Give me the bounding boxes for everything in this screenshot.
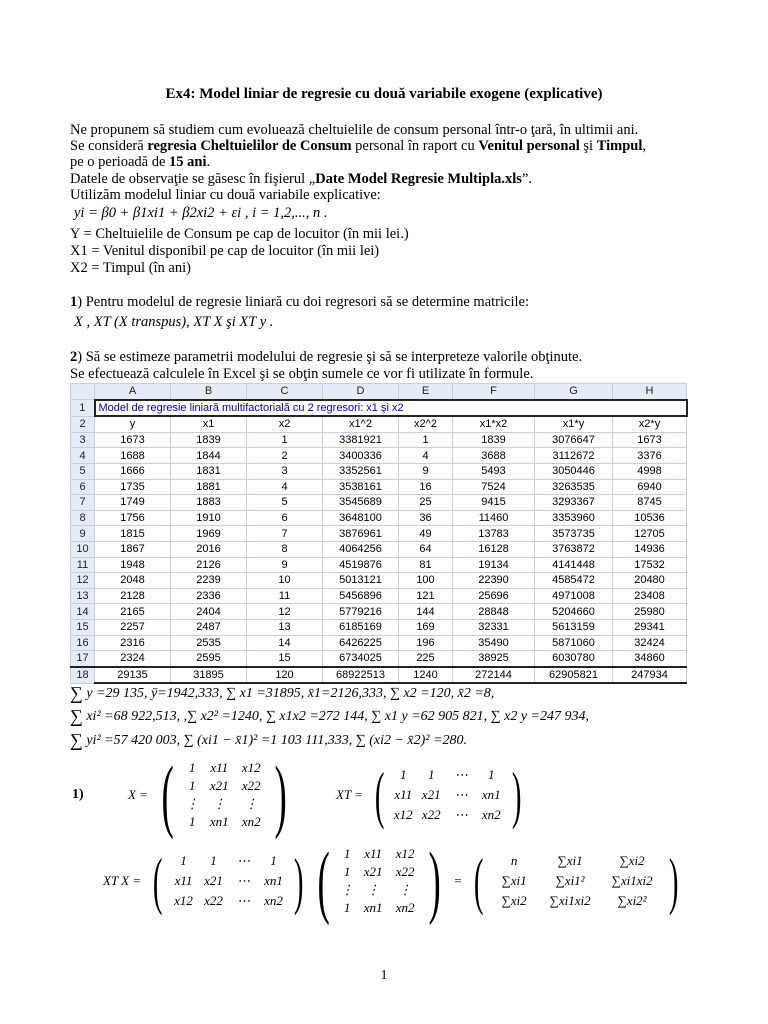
table-cell: 3763872 (535, 541, 613, 557)
table-cell: 19134 (453, 557, 535, 573)
matrix-entry: x21 (204, 872, 223, 888)
table-cell: 1688 (95, 448, 171, 464)
table-cell: 6426225 (323, 635, 399, 651)
table-cell: 9415 (453, 495, 535, 511)
sum-row (71, 667, 687, 684)
table-cell: 3688 (453, 448, 535, 464)
matrix-entry: 1 (343, 899, 351, 915)
table-cell: 4519876 (323, 557, 399, 573)
table-cell: 2128 (95, 588, 171, 604)
table-cell: 7524 (453, 479, 535, 495)
table-cell: 1969 (171, 526, 247, 542)
row-number: 11 (71, 557, 95, 573)
table-row (71, 495, 687, 511)
table-cell: 3573735 (535, 526, 613, 542)
column-letter: D (323, 384, 399, 400)
page-number: 1 (380, 968, 388, 983)
matrix-entry: x12 (395, 845, 415, 861)
matrix-entry: x12 (174, 892, 193, 908)
matrix-entry: xn1 (209, 813, 229, 829)
intro-line-2: Se consideră regresia Cheltuielilor de Consum personal în raport cu Venitul personal şi Timpul, (70, 138, 646, 154)
table-cell: 20480 (613, 573, 687, 589)
matrix-entry: xn2 (395, 899, 415, 915)
table-cell: 5613159 (535, 619, 613, 635)
table-cell: 5779216 (323, 604, 399, 620)
row-number: 10 (71, 541, 95, 557)
matrix-entry: ∑xi1² (555, 872, 585, 888)
matrix-entry: xn2 (481, 806, 501, 822)
column-header: x2^2 (399, 416, 453, 432)
matrix-entry: x21 (363, 863, 383, 879)
matrix-entry: 1 (189, 777, 196, 793)
table-cell: 3263535 (535, 479, 613, 495)
matrix-entry: ⋮ (340, 881, 354, 897)
table-cell: 13783 (453, 526, 535, 542)
matrix-entry: ⋯ (454, 766, 468, 782)
column-header: x2 (247, 416, 323, 432)
table-row (71, 510, 687, 526)
table-cell: 16 (399, 479, 453, 495)
matrix-xt: XT = ( 1 1 ⋯ 1 x11 x21 ⋯ xn1 x12 x22 ⋯ xn2 ) (336, 759, 522, 830)
table-cell: 9 (399, 463, 453, 479)
table-cell: 22390 (453, 573, 535, 589)
matrix-entry: x22 (395, 863, 415, 879)
table-cell: 3353960 (535, 510, 613, 526)
table-row (71, 588, 687, 604)
matrix-entry: xn1 (363, 899, 383, 915)
table-cell: 1815 (95, 526, 171, 542)
row-number: 2 (71, 416, 95, 432)
matrix-entry: x12 (393, 806, 413, 822)
table-cell: 38925 (453, 651, 535, 667)
table-cell: 11 (247, 588, 323, 604)
table-cell: 2535 (171, 635, 247, 651)
matrix-entry: ∑xi2 (501, 892, 527, 908)
matrix-section-label: 1) (72, 787, 84, 802)
row-number: 9 (71, 526, 95, 542)
table-cell: 5 (247, 495, 323, 511)
row-number: 12 (71, 573, 95, 589)
table-cell: 29341 (613, 619, 687, 635)
column-letter: E (399, 384, 453, 400)
table-cell: 11460 (453, 510, 535, 526)
column-header: x1^2 (323, 416, 399, 432)
sheet-title-cell: Model de regresie liniară multifactorială cu 2 regresori: x1 şi x2 (95, 400, 687, 417)
table-cell: 3545689 (323, 495, 399, 511)
matrix-entry: x21 (421, 786, 441, 802)
table-cell: 1881 (171, 479, 247, 495)
table-cell: 25980 (613, 604, 687, 620)
row-number: 7 (71, 495, 95, 511)
table-row (71, 635, 687, 651)
table-cell: 4 (399, 448, 453, 464)
matrix-entry: 1 (180, 852, 187, 868)
column-header: x1 (171, 416, 247, 432)
table-cell: 144 (399, 604, 453, 620)
def-y: Y = Cheltuielile de Consum pe cap de locuitor (în mii lei.) (70, 226, 409, 242)
table-cell: 4 (247, 479, 323, 495)
table-cell: 1948 (95, 557, 171, 573)
table-cell: 1910 (171, 510, 247, 526)
table-cell: 2487 (171, 619, 247, 635)
table-row (71, 557, 687, 573)
table-cell: 81 (399, 557, 453, 573)
question-1: 1) Pentru modelul de regresie liniară cu doi regresori să se determine matricile: (70, 294, 529, 310)
matrix-entry: 1 (400, 766, 407, 782)
table-cell: 3538161 (323, 479, 399, 495)
matrix-entry: x11 (210, 759, 229, 775)
table-cell: 4064256 (323, 541, 399, 557)
matrix-entry: ∑xi1xi2 (549, 892, 591, 908)
table-cell: 3076647 (535, 432, 613, 448)
table-cell: 1 (247, 432, 323, 448)
table-cell: 32331 (453, 619, 535, 635)
table-row (71, 463, 687, 479)
table-cell: 1839 (453, 432, 535, 448)
sum-cell: 272144 (453, 667, 535, 684)
column-letter: C (247, 384, 323, 400)
table-cell: 1883 (171, 495, 247, 511)
table-cell: 169 (399, 619, 453, 635)
table-row (71, 619, 687, 635)
matrix-x: X = ( 1 x11 x12 1 x21 x22 ⋮ ⋮ ⋮ 1 xn1 xn2 ) (128, 749, 288, 840)
table-cell: 7 (247, 526, 323, 542)
table-cell: 3352561 (323, 463, 399, 479)
table-cell: 1666 (95, 463, 171, 479)
column-header: x1*y (535, 416, 613, 432)
question-1-matrices: X , XT (X transpus), XT X şi XT y . (74, 314, 274, 330)
matrix-entry: 1 (488, 766, 495, 782)
table-cell: 25696 (453, 588, 535, 604)
matrix-entry: x22 (241, 777, 261, 793)
table-row (71, 651, 687, 667)
table-cell: 2016 (171, 541, 247, 557)
matrix-entry: x11 (394, 786, 413, 802)
table-cell: 3381921 (323, 432, 399, 448)
column-letter: G (535, 384, 613, 400)
table-cell: 5204660 (535, 604, 613, 620)
table-cell: 8745 (613, 495, 687, 511)
sum-cell: 68922513 (323, 667, 399, 684)
column-header: y (95, 416, 171, 432)
matrix-entry: xn2 (264, 892, 283, 908)
matrix-entry: ∑xi2² (617, 892, 647, 908)
column-letter: B (171, 384, 247, 400)
table-cell: 25 (399, 495, 453, 511)
table-cell: 14 (247, 635, 323, 651)
sum-cell: 1240 (399, 667, 453, 684)
sum-cell: 31895 (171, 667, 247, 684)
def-x2: X2 = Timpul (în ani) (70, 260, 191, 276)
page-title: Ex4: Model liniar de regresie cu două variabile exogene (explicative) (165, 86, 603, 102)
table-cell: 2336 (171, 588, 247, 604)
table-cell: 2257 (95, 619, 171, 635)
matrix-entry: ⋯ (236, 892, 250, 908)
question-2: 2) Să se estimeze parametrii modelului de regresie şi să se interpreteze valorile obţinute. (70, 349, 583, 365)
table-row (71, 432, 687, 448)
table-cell: 1 (399, 432, 453, 448)
table-cell: 2165 (95, 604, 171, 620)
sums-line-1: ∑ y =29 135, ȳ=1942,333, ∑ x1 =31895, x̄1=2126,333, ∑ x2 =120, x̄2 =8, (70, 683, 495, 703)
table-row (71, 479, 687, 495)
table-cell: 1749 (95, 495, 171, 511)
table-cell: 6 (247, 510, 323, 526)
row-number: 5 (71, 463, 95, 479)
table-cell: 1735 (95, 479, 171, 495)
table-row (71, 541, 687, 557)
table-cell: 3050446 (535, 463, 613, 479)
row-number: 3 (71, 432, 95, 448)
row-number: 1 (71, 400, 95, 417)
table-cell: 1844 (171, 448, 247, 464)
row-number: 16 (71, 635, 95, 651)
table-cell: 64 (399, 541, 453, 557)
table-cell: 2595 (171, 651, 247, 667)
table-cell: 2048 (95, 573, 171, 589)
column-letter: A (95, 384, 171, 400)
column-header: x2*y (613, 416, 687, 432)
table-cell: 3876961 (323, 526, 399, 542)
table-cell: 196 (399, 635, 453, 651)
matrix-entry: ⋯ (454, 806, 468, 822)
table-cell: 4998 (613, 463, 687, 479)
matrix-entry: x11 (364, 845, 382, 861)
column-header-row (71, 384, 687, 400)
row-number: 13 (71, 588, 95, 604)
table-cell: 5456896 (323, 588, 399, 604)
table-cell: 6185169 (323, 619, 399, 635)
model-equation: yi = β0 + β1xi1 + β2xi2 + εi , i = 1,2,..., n . (74, 205, 328, 221)
sum-cell: 247934 (613, 667, 687, 684)
table-cell: 2404 (171, 604, 247, 620)
table-cell: 2126 (171, 557, 247, 573)
matrix-entry: xn1 (264, 872, 283, 888)
table-cell: 2316 (95, 635, 171, 651)
table-cell: 5871060 (535, 635, 613, 651)
table-cell: 12705 (613, 526, 687, 542)
matrix-entry: ∑xi2 (619, 852, 645, 868)
table-row (71, 573, 687, 589)
row-number: 6 (71, 479, 95, 495)
matrix-entry: ⋯ (454, 786, 468, 802)
excel-sheet (70, 383, 688, 684)
matrix-entry: x22 (421, 806, 441, 822)
intro-line-4: Datele de observaţie se găsesc în fişierul „Date Model Regresie Multipla.xls”. (70, 171, 532, 187)
matrix-entry: n (510, 852, 518, 868)
table-cell: 3648100 (323, 510, 399, 526)
table-cell: 6734025 (323, 651, 399, 667)
table-cell: 10536 (613, 510, 687, 526)
table-row (71, 604, 687, 620)
table-cell: 35490 (453, 635, 535, 651)
table-cell: 8 (247, 541, 323, 557)
matrix-entry: ⋮ (185, 795, 199, 811)
table-cell: 23408 (613, 588, 687, 604)
table-cell: 1867 (95, 541, 171, 557)
def-x1: X1 = Venitul disponibil pe cap de locuitor (în mii lei) (70, 243, 380, 259)
row-number: 15 (71, 619, 95, 635)
table-cell: 36 (399, 510, 453, 526)
table-cell: 1673 (613, 432, 687, 448)
column-letter: H (613, 384, 687, 400)
table-cell: 9 (247, 557, 323, 573)
matrix-entry: 1 (189, 813, 196, 829)
matrix-entry: 1 (343, 863, 351, 879)
sum-cell: 29135 (95, 667, 171, 684)
table-row (71, 400, 687, 417)
table-row (71, 416, 687, 432)
table-row (71, 526, 687, 542)
table-cell: 17532 (613, 557, 687, 573)
table-cell: 2239 (171, 573, 247, 589)
table-cell: 1673 (95, 432, 171, 448)
table-cell: 3112672 (535, 448, 613, 464)
matrix-entry: ⋮ (244, 795, 258, 811)
table-cell: 3293367 (535, 495, 613, 511)
table-cell: 4971008 (535, 588, 613, 604)
table-cell: 225 (399, 651, 453, 667)
row-number: 4 (71, 448, 95, 464)
table-cell: 5493 (453, 463, 535, 479)
matrix-entry: 1 (428, 766, 435, 782)
table-cell: 13 (247, 619, 323, 635)
intro-line-1: Ne propunem să studiem cum evoluează cheltuielile de consum personal într-o ţară, în ultimii ani. (70, 122, 639, 138)
table-cell: 6030780 (535, 651, 613, 667)
table-cell: 121 (399, 588, 453, 604)
matrix-entry: ⋮ (212, 795, 226, 811)
table-cell: 3376 (613, 448, 687, 464)
matrix-entry: xn2 (241, 813, 261, 829)
table-cell: 2 (247, 448, 323, 464)
table-cell: 1756 (95, 510, 171, 526)
table-cell: 4585472 (535, 573, 613, 589)
column-header: x1*x2 (453, 416, 535, 432)
matrix-entry: xn1 (481, 786, 501, 802)
matrix-entry: ⋯ (236, 872, 250, 888)
corner-cell (71, 384, 95, 400)
intro-line-5: Utilizăm modelul liniar cu două variabile explicative: (70, 187, 381, 203)
table-cell: 14936 (613, 541, 687, 557)
matrix-entry: ∑xi1 (501, 872, 527, 888)
table-cell: 16128 (453, 541, 535, 557)
matrix-entry: 1 (210, 852, 217, 868)
table-cell: 28848 (453, 604, 535, 620)
row-number: 14 (71, 604, 95, 620)
intro-line-3: pe o perioadă de 15 ani. (70, 154, 211, 170)
row-number: 8 (71, 510, 95, 526)
table-cell: 3 (247, 463, 323, 479)
table-cell: 34860 (613, 651, 687, 667)
table-cell: 49 (399, 526, 453, 542)
matrix-entry: ⋮ (366, 881, 380, 897)
table-cell: 10 (247, 573, 323, 589)
table-cell: 15 (247, 651, 323, 667)
table-cell: 1839 (171, 432, 247, 448)
matrix-xtx: XT X = ( 1 1 ⋯ 1 x11 x21 ⋯ xn1 x12 x22 ⋯ xn2 ) ( 1 x11 x12 1 x21 x22 ⋮ ⋮ ⋮ 1 xn1 xn2 ) = ( n ∑xi1 ∑xi2 ∑xi1 ∑xi1² ∑xi1xi2 ∑xi2 ∑xi1xi2 ∑xi2² ) (103, 835, 679, 926)
table-cell: 1831 (171, 463, 247, 479)
table-cell: 2324 (95, 651, 171, 667)
question-2-line-2: Se efectuează calculele în Excel şi se obţin sumele ce vor fi utilizate în formule. (70, 366, 534, 382)
table-cell: 12 (247, 604, 323, 620)
matrix-entry: 1 (189, 759, 196, 775)
sums-line-3: ∑ yi² =57 420 003, ∑ (xi1 − x̄1)² =1 103 111,333, ∑ (xi2 − x̄2)² =280. (70, 730, 467, 750)
matrix-entry: x12 (241, 759, 261, 775)
table-cell: 6940 (613, 479, 687, 495)
column-letter: F (453, 384, 535, 400)
table-cell: 4141448 (535, 557, 613, 573)
sums-line-2: ∑ xi² =68 922,513, ,∑ x2² =1240, ∑ x1x2 =272 144, ∑ x1 y =62 905 821, ∑ x2 y =247 934, (70, 706, 589, 726)
table-cell: 32424 (613, 635, 687, 651)
matrix-entry: 1 (343, 845, 351, 861)
matrix-entry: ⋯ (236, 852, 250, 868)
matrix-entry: 1 (270, 852, 277, 868)
matrix-entry: ⋮ (398, 881, 412, 897)
row-number: 17 (71, 651, 95, 667)
table-cell: 100 (399, 573, 453, 589)
table-cell: 5013121 (323, 573, 399, 589)
table-cell: 3400336 (323, 448, 399, 464)
matrix-entry: x22 (204, 892, 223, 908)
sum-cell: 62905821 (535, 667, 613, 684)
matrix-entry: x21 (209, 777, 229, 793)
row-number: 18 (71, 667, 95, 684)
matrix-entry: ∑xi1 (557, 852, 583, 868)
matrix-entry: ∑xi1xi2 (611, 872, 653, 888)
matrix-entry: x11 (174, 872, 193, 888)
table-row (71, 448, 687, 464)
sum-cell: 120 (247, 667, 323, 684)
